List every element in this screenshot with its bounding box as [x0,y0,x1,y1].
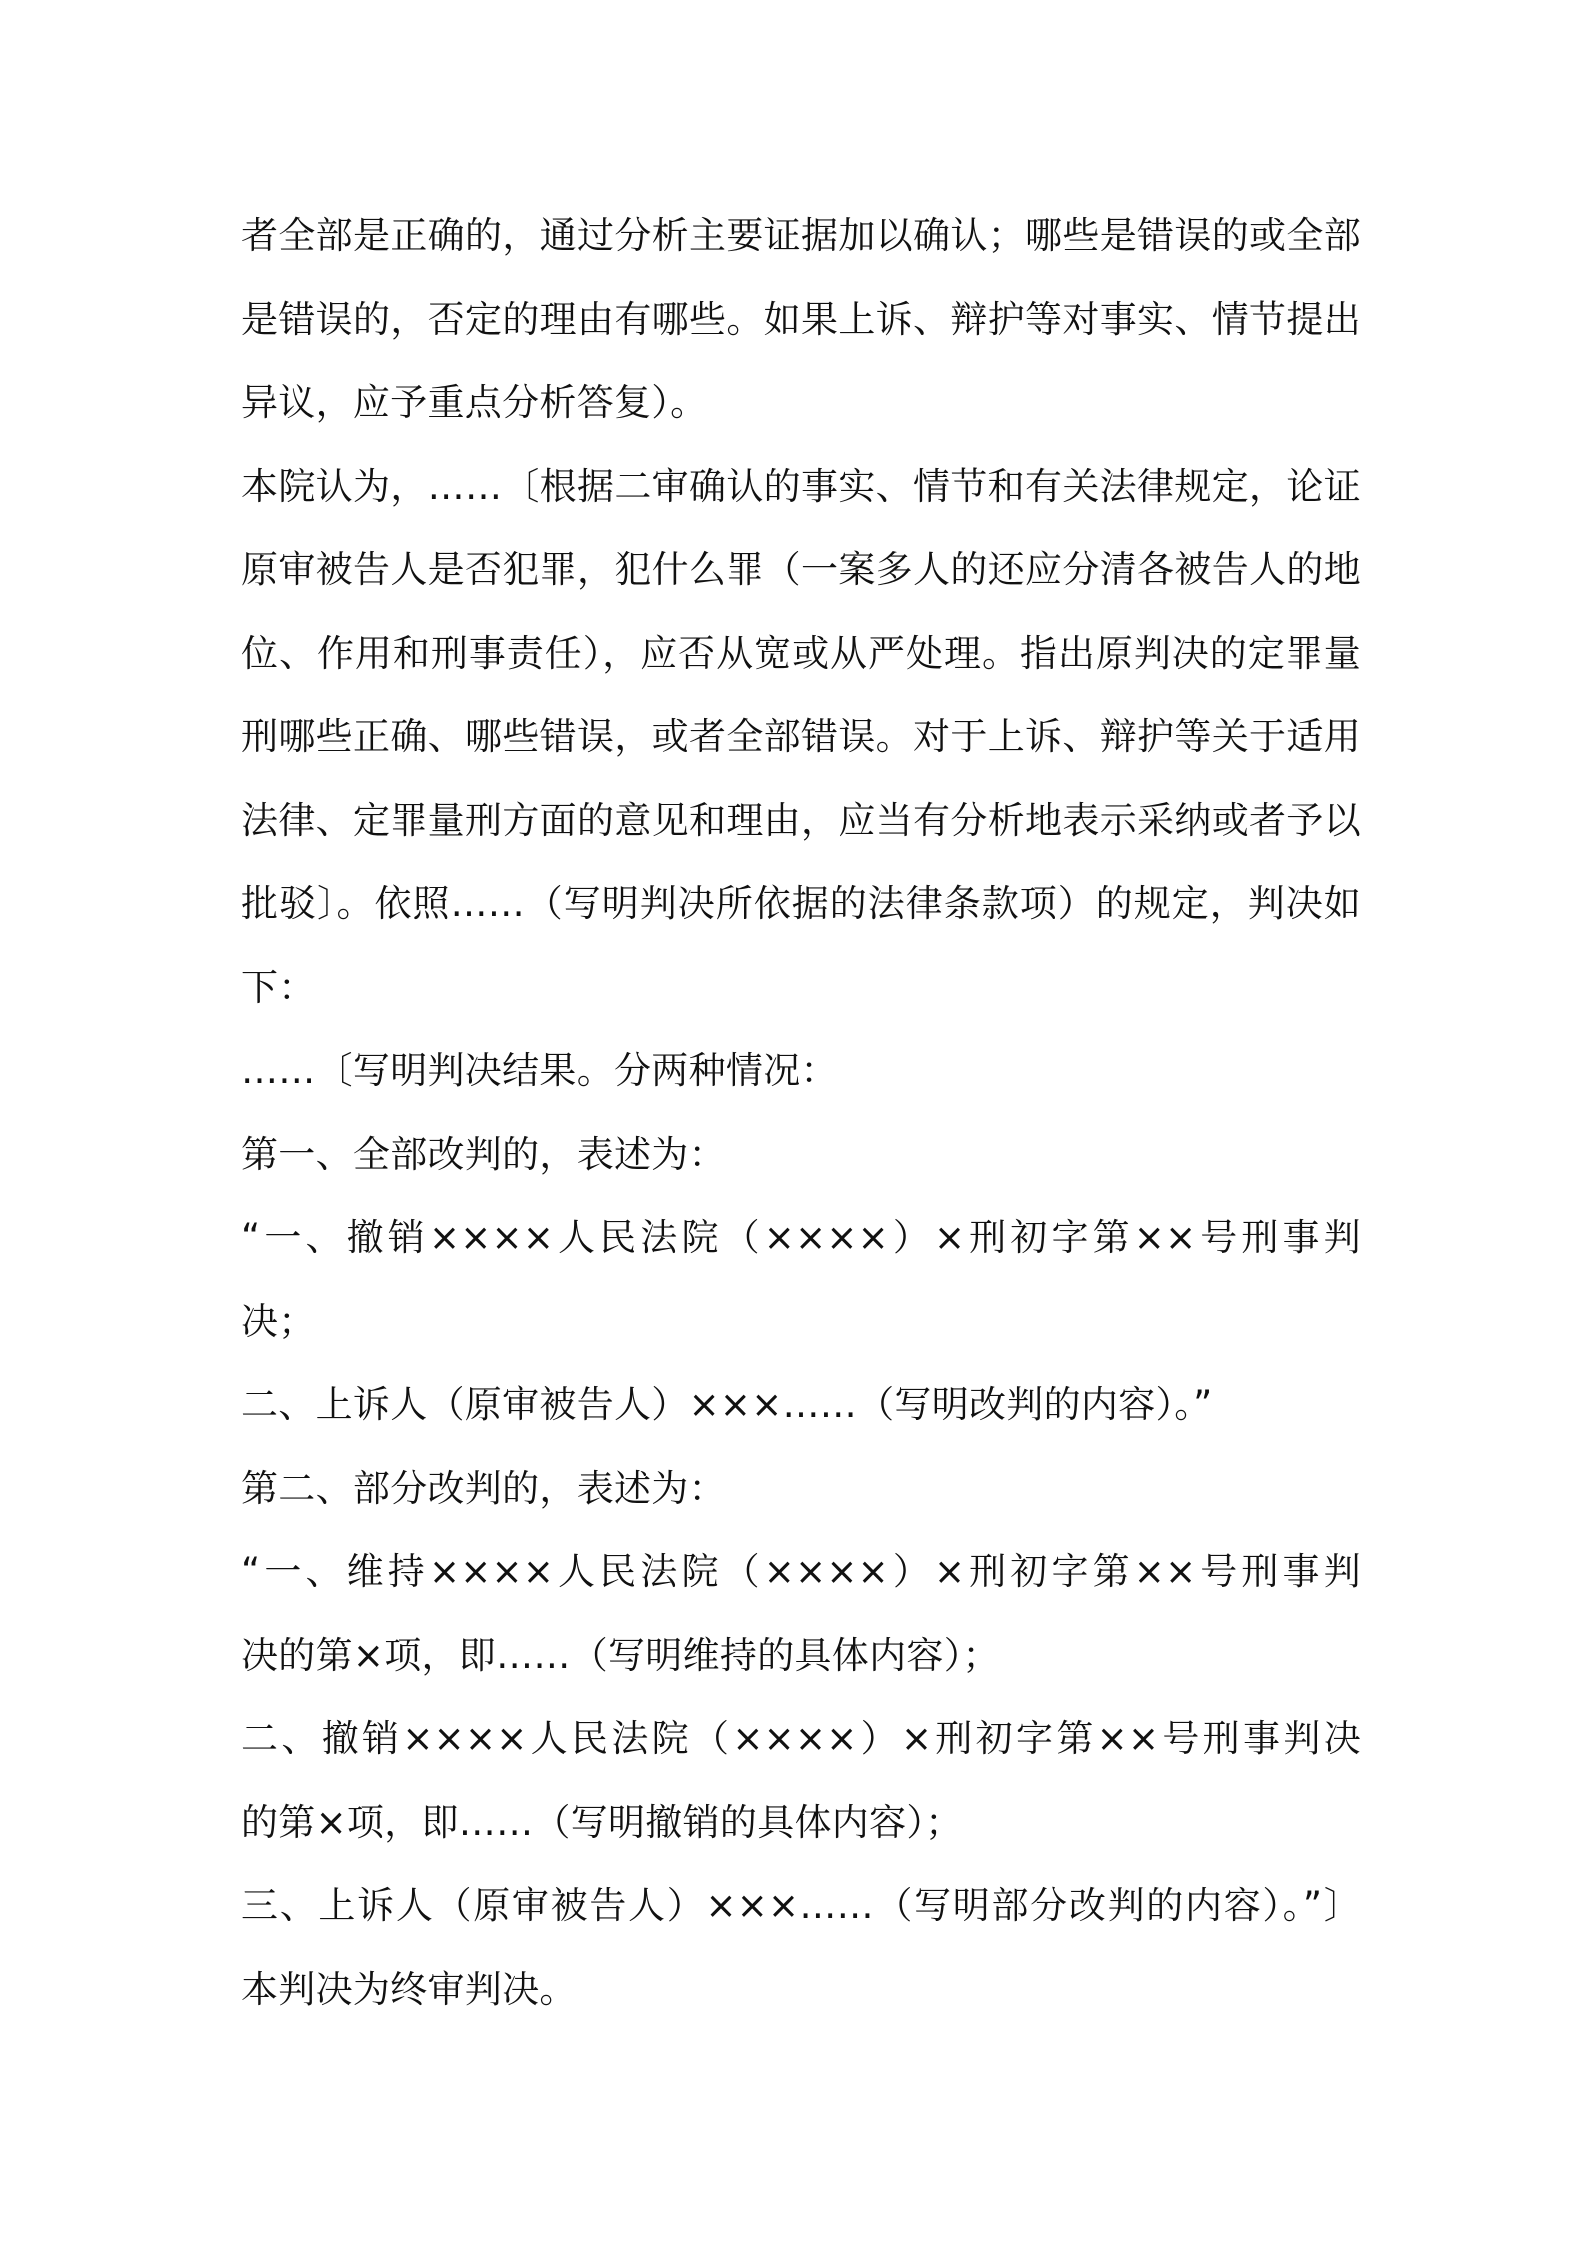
text-line: 三、上诉人（原审被告人）×××……（写明部分改判的内容）。”〕 [241,1884,1361,1927]
text-line: 二、撤销××××人民法院（××××）×刑初字第××号刑事判决 [241,1717,1361,1760]
text-line: 位、作用和刑事责任），应否从宽或从严处理。指出原判决的定罪量 [241,631,1361,675]
text-line: ……〔写明判决结果。分两种情况： [241,1049,838,1092]
body-text [241,194,1361,2031]
text-line: 法律、定罪量刑方面的意见和理由，应当有分析地表示采纳或者予以 [241,798,1361,842]
text-line: 异议，应予重点分析答复）。 [241,381,708,424]
text-line: 的第×项，即……（写明撤销的具体内容）； [241,1800,963,1844]
text-line: 批驳〕。依照……（写明判决所依据的法律条款项）的规定，判决如 [241,882,1361,925]
text-line: 原审被告人是否犯罪，犯什么罪（一案多人的还应分清各被告人的地 [241,548,1361,591]
text-line: 决； [241,1299,316,1343]
text-line: 决的第×项，即……（写明维持的具体内容）； [241,1633,1000,1677]
text-line: 第二、部分改判的，表述为： [241,1466,726,1510]
text-line: 本院认为，……〔根据二审确认的事实、情节和有关法律规定，论证 [241,464,1361,508]
text-line: 第一、全部改判的，表述为： [241,1132,726,1176]
text-line: “一、维持××××人民法院（××××）×刑初字第××号刑事判 [241,1550,1361,1593]
text-line: 刑哪些正确、哪些错误，或者全部错误。对于上诉、辩护等关于适用 [241,715,1361,758]
text-line: 者全部是正确的，通过分析主要证据加以确认；哪些是错误的或全部 [241,214,1361,257]
text-line: 本判决为终审判决。 [241,1967,577,2011]
text-line: “一、撤销××××人民法院（××××）×刑初字第××号刑事判 [241,1216,1361,1259]
text-line: 下： [241,965,316,1009]
text-line: 二、上诉人（原审被告人）×××……（写明改判的内容）。” [241,1383,1213,1426]
text-line: 是错误的，否定的理由有哪些。如果上诉、辩护等对事实、情节提出 [241,297,1361,341]
